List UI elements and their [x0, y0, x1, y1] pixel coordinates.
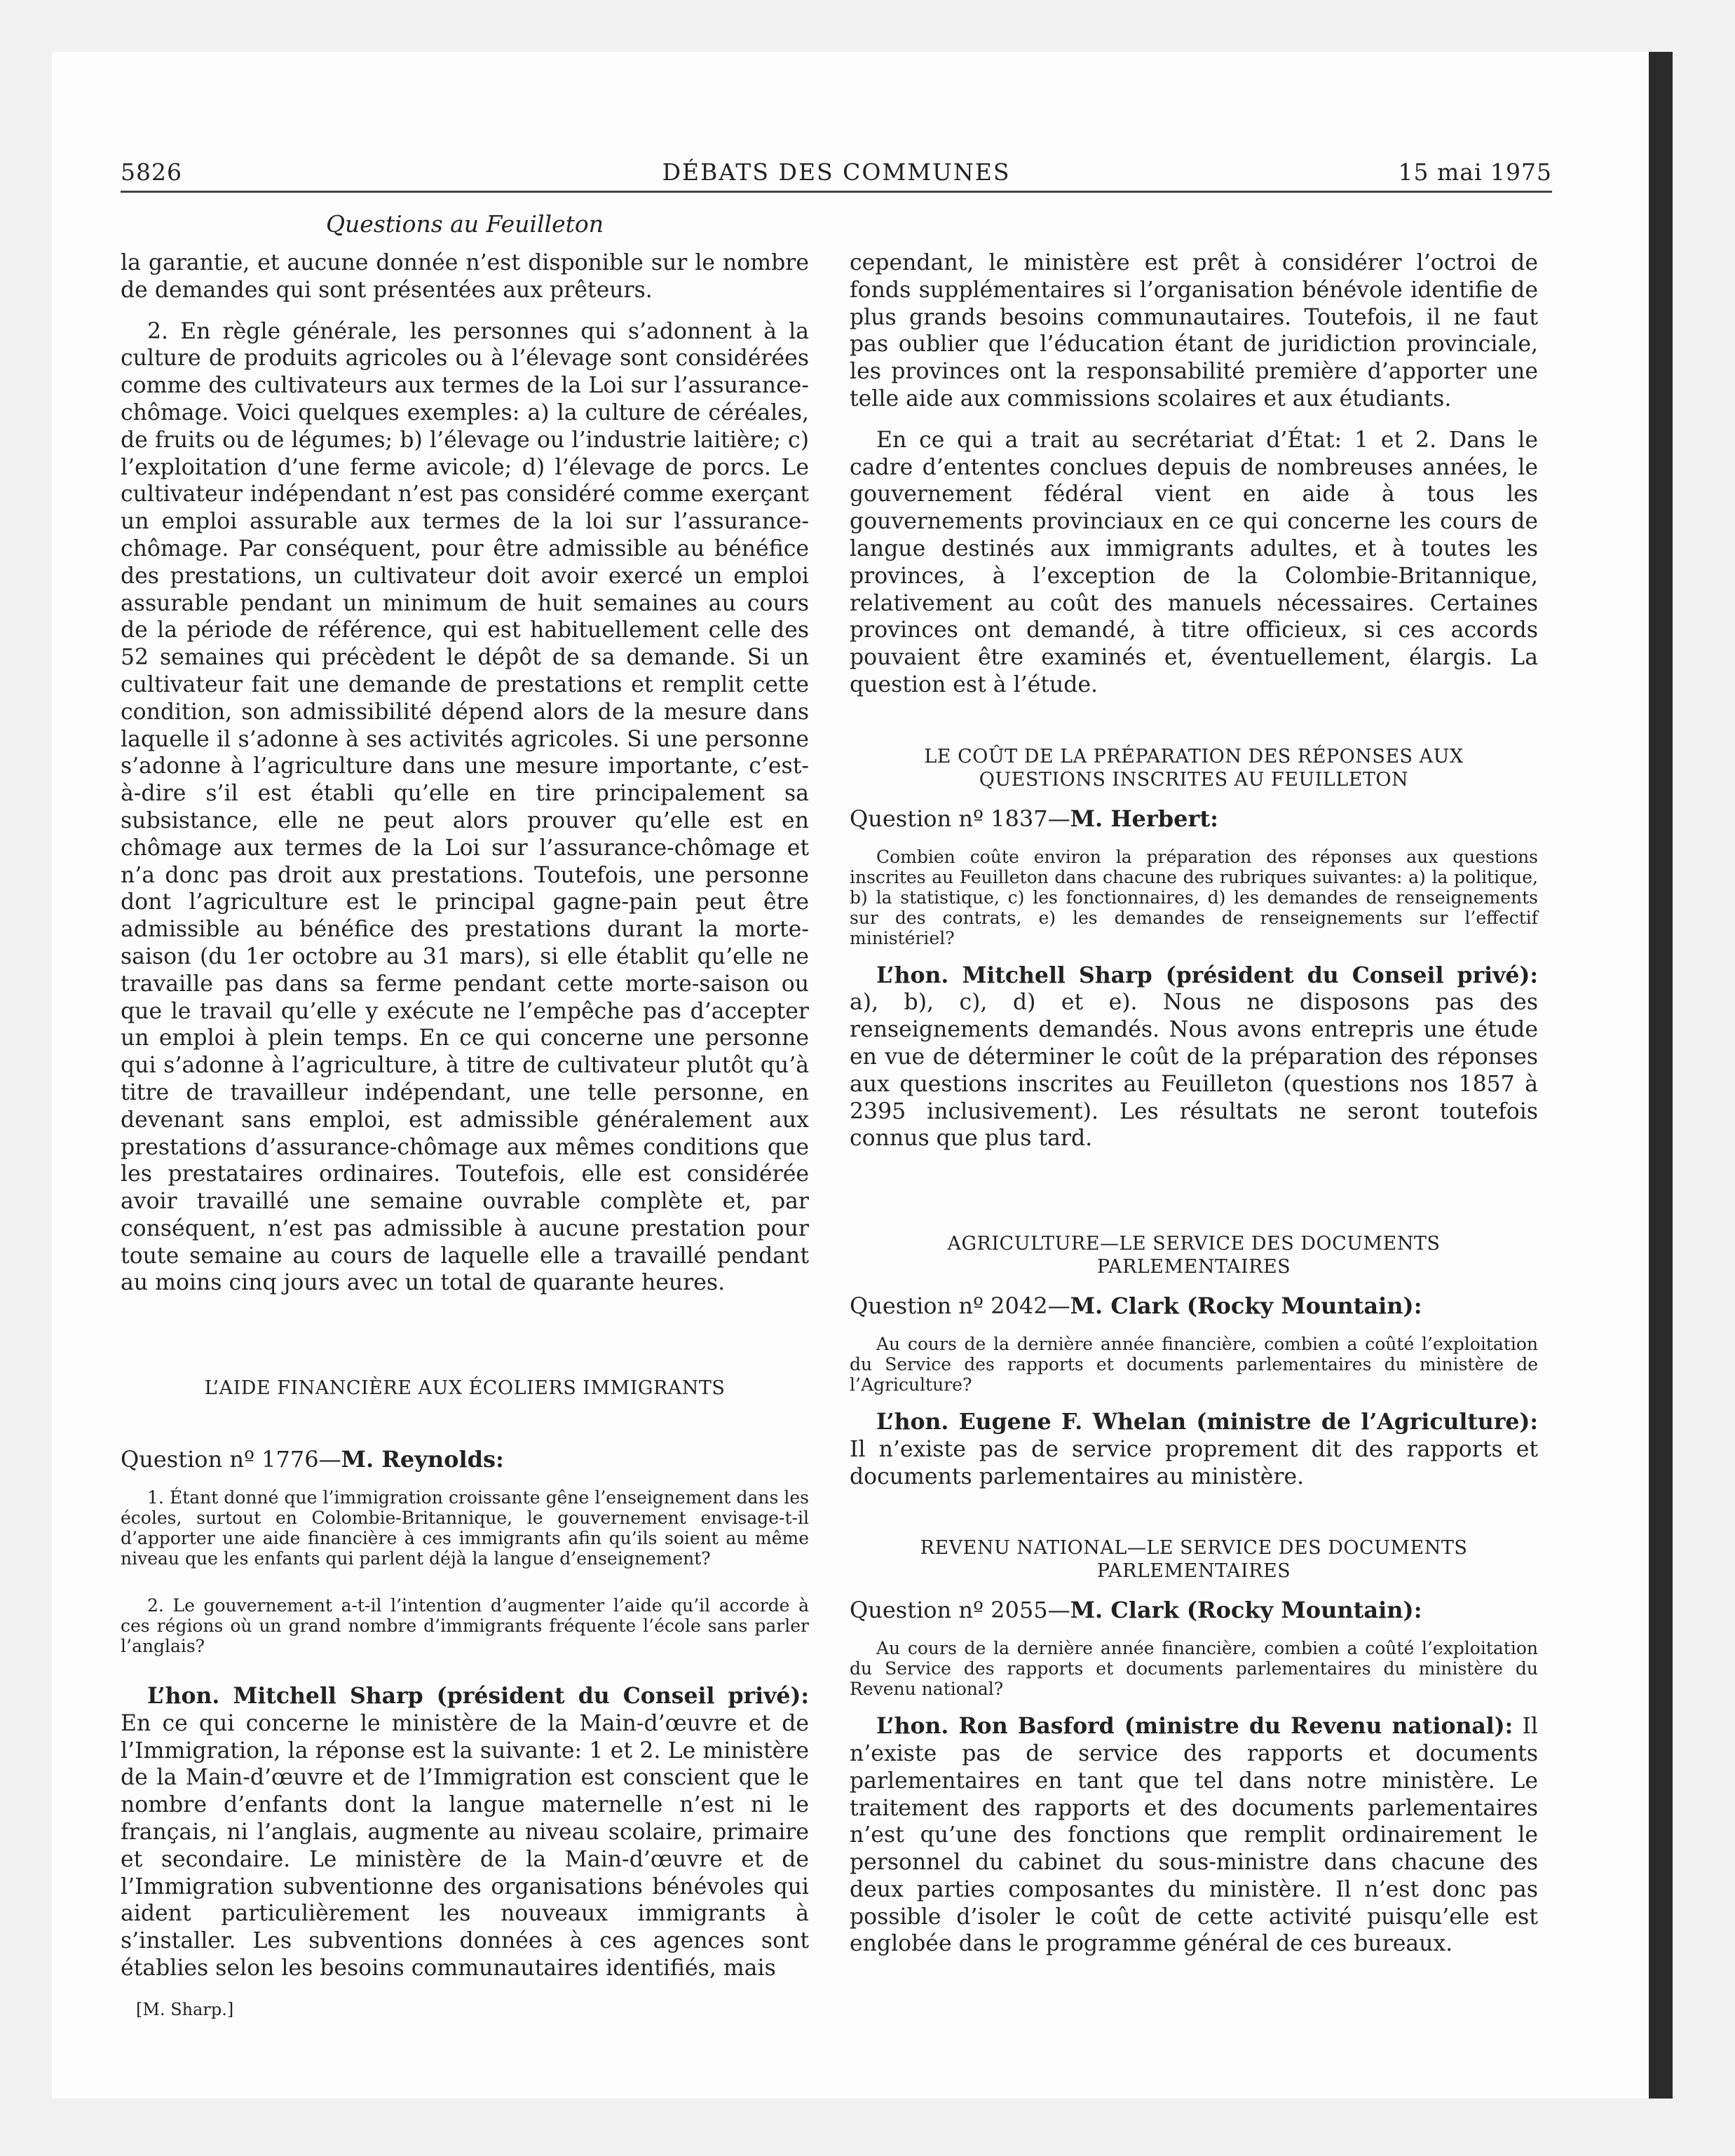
left-column — [121, 250, 809, 2024]
speaker-name: L’hon. Eugene F. Whelan (ministre de l’Agriculture): — [876, 1408, 1538, 1435]
question-text: Au cours de la dernière année financière, combien a coûté l’exploitation du Service des rapports et documents parlementaires du ministère de l’Agriculture? — [850, 1333, 1538, 1395]
answer-paragraph — [850, 1713, 1538, 1958]
answer-text: En ce qui concerne le ministère de la Main-d’œuvre et de l’Immigration, la réponse est la suivante: 1 et 2. Le ministère de la Main-d’œuvre et de l’Immigration est conscient que le nombre d’enfants dont la langue maternelle n’est ni le français, ni l’anglais, augmente au niveau scolaire, primaire et secondaire. Le ministère de la Main-d’œuvre et de l’Immigration subventionne des organisations bénévoles qui aident particulièrement les nouveaux immigrants à s’installer. Les subventions données à ces agences sont établies selon les besoins communautaires identifiés, mais — [121, 1710, 809, 1981]
question-text: Au cours de la dernière année financière, combien a coûté l’exploitation du Service des rapports et documents parlementaires du ministère du Revenu national? — [850, 1638, 1538, 1700]
speaker-name: L’hon. Mitchell Sharp (président du Conseil privé): — [147, 1683, 809, 1710]
question-label: Question nº 2042— — [850, 1292, 1070, 1320]
question-text: 2. Le gouvernement a-t-il l’intention d’augmenter l’aide qu’il accorde à ces régions où un grand nombre d’immigrants fréquente l’école sans parler l’anglais? — [121, 1595, 809, 1657]
paragraph: 2. En règle générale, les personnes qui s’adonnent à la culture de produits agricoles ou à l’élevage sont considérées comme des cultivateurs aux termes de la Loi sur l’assurance-chômage. Voici quelques exemples: a) la culture de céréales, de fruits ou de légumes; b) l’élevage ou l’industrie laitière; c) l’exploitation d’une ferme avicole; d) l’élevage de porcs. Le cultivateur indépendant n’est pas considéré comme exerçant un emploi assurable aux termes de la loi sur l’assurance-chômage. Par conséquent, pour être admissible au bénéfice des prestations, un cultivateur doit avoir exercé un emploi assurable pendant un minimum de huit semaines au cours de la période de référence, qui est habituellement celle des 52 semaines qui précèdent le dépôt de sa demande. Si un cultivateur fait une demande de prestations et remplit cette condition, son admissibilité dépend alors de la mesure dans laquelle il s’adonne à ses activités agricoles. Si une personne s’adonne à l’agriculture dans une mesure importante, c’est-à-dire s’il est établi qu’elle en tire principalement sa subsistance, elle ne peut alors prouver qu’elle est en chômage aux termes de la Loi sur l’assurance-chômage et n’a donc pas droit aux prestations. Toutefois, une personne dont l’agriculture est le principal gagne-pain peut être admissible au bénéfice des prestations durant la morte-saison (du 1er octobre au 31 mars), si elle établit qu’elle ne travaille pas dans sa ferme pendant cette morte-saison ou que le travail qu’elle y exécute ne l’empêche pas d’accepter un emploi à plein temps. En ce qui concerne une personne qui s’adonne à l’agriculture, à titre de cultivateur plutôt qu’à titre de travailleur indépendant, une telle personne, en devenant sans emploi, est admissible généralement aux prestations d’assurance-chômage aux mêmes conditions que les prestataires ordinaires. Toutefois, elle est considérée avoir travaillé une semaine ouvrable complète et, par conséquent, n’est pas admissible à aucune prestation pour toute semaine au cours de laquelle elle a travaillé pendant au moins cinq jours avec un total de quarante heures. — [121, 318, 809, 1296]
section-title: LE COÛT DE LA PRÉPARATION DES RÉPONSES AUX QUESTIONS INSCRITES AU FEUILLETON — [924, 745, 1464, 791]
speaker-name: L’hon. Ron Basford (ministre du Revenu national): — [876, 1713, 1513, 1740]
paragraph: cependant, le ministère est prêt à considérer l’octroi de fonds supplémentaires si l’organisation bénévole identifie de plus grands besoins communautaires. Toutefois, il ne faut pas oublier que l’éducation étant de juridiction provinciale, les provinces ont la responsabilité première d’apporter une telle aide aux commissions scolaires et aux étudiants. — [850, 250, 1538, 411]
section-subheading: Questions au Feuilleton — [326, 210, 604, 238]
question-label: Question nº 1837— — [850, 805, 1070, 832]
question-line — [850, 1292, 1538, 1320]
page-number: 5826 — [121, 158, 182, 186]
question-label: Question nº 1776— — [121, 1446, 341, 1473]
question-line — [850, 805, 1538, 833]
page-date: 15 mai 1975 — [1398, 158, 1552, 186]
scan-edge-bar — [1649, 52, 1673, 2099]
section-title: REVENU NATIONAL—LE SERVICE DES DOCUMENTS PARLEMENTAIRES — [920, 1537, 1468, 1583]
question-line — [121, 1446, 809, 1473]
section-title: AGRICULTURE—LE SERVICE DES DOCUMENTS PARLEMENTAIRES — [947, 1233, 1441, 1278]
question-member: M. Herbert: — [1070, 805, 1218, 832]
page-title: DÉBATS DES COMMUNES — [662, 158, 1011, 186]
page-header — [121, 158, 1552, 193]
question-member: M. Reynolds: — [341, 1446, 504, 1473]
section-title: L’AIDE FINANCIÈRE AUX ÉCOLIERS IMMIGRANTS — [204, 1377, 726, 1400]
paragraph: la garantie, et aucune donnée n’est disponible sur le nombre de demandes qui sont présentées aux prêteurs. — [121, 250, 809, 303]
answer-text: Il n’existe pas de service proprement dit des rapports et documents parlementaires au ministère. — [850, 1436, 1538, 1489]
question-label: Question nº 2055— — [850, 1597, 1070, 1624]
answer-paragraph — [850, 1409, 1538, 1490]
answer-paragraph — [850, 962, 1538, 1153]
question-member: M. Clark (Rocky Mountain): — [1070, 1292, 1422, 1320]
speaker-footer-ref: [M. Sharp.] — [136, 1999, 234, 2019]
answer-text: Il n’existe pas de service des rapports et documents parlementaires en tant que tel dans notre ministère. Le traitement des rapports et des documents parlementaires n’est qu’une des fonctions que remplit ordinairement le personnel du cabinet du sous-ministre dans chacune des deux parties composantes du ministère. Il n’est donc pas possible d’isoler le coût de cette activité puisqu’elle est englobée dans le programme général de ces bureaux. — [850, 1714, 1539, 1957]
question-text: 1. Étant donné que l’immigration croissante gêne l’enseignement dans les écoles, surtout en Colombie-Britannique, le gouvernement envisage-t-il d’apporter une aide financière à ces immigrants afin qu’ils soient au même niveau que les enfants qui parlent déjà la langue d’enseignement? — [121, 1487, 809, 1569]
answer-paragraph — [121, 1683, 809, 1982]
answer-text: a), b), c), d) et e). Nous ne disposons pas des renseignements demandés. Nous avons entrepris une étude en vue de déterminer le coût de la préparation des réponses aux questions inscrites au Feuilleton (questions nos 1857 à 2395 inclusivement). Les résultats ne seront toutefois connus que plus tard. — [850, 990, 1538, 1152]
right-column — [850, 250, 1538, 1958]
paragraph: En ce qui a trait au secrétariat d’État: 1 et 2. Dans le cadre d’ententes conclues depuis de nombreuses années, le gouvernement fédéral vient en aide à tous les gouvernements provinciaux en ce qui concerne les cours de langue destinés aux immigrants adultes, et à toutes les provinces, à l’exception de la Colombie-Britannique, relativement au coût des manuels nécessaires. Certaines provinces ont demandé, à titre officieux, si ces accords pouvaient être examinés et, éventuellement, élargis. La question est à l’étude. — [850, 427, 1538, 697]
question-member: M. Clark (Rocky Mountain): — [1070, 1597, 1422, 1624]
question-text: Combien coûte environ la préparation des réponses aux questions inscrites au Feuilleton dans chacune des rubriques suivantes: a) la politique, b) la statistique, c) les fonctionnaires, d) les demandes de renseignements sur des contrats, e) les demandes de renseignements sur l’effectif ministériel? — [850, 846, 1538, 948]
speaker-name: L’hon. Mitchell Sharp (président du Conseil privé): — [876, 962, 1538, 988]
question-line — [850, 1597, 1538, 1624]
